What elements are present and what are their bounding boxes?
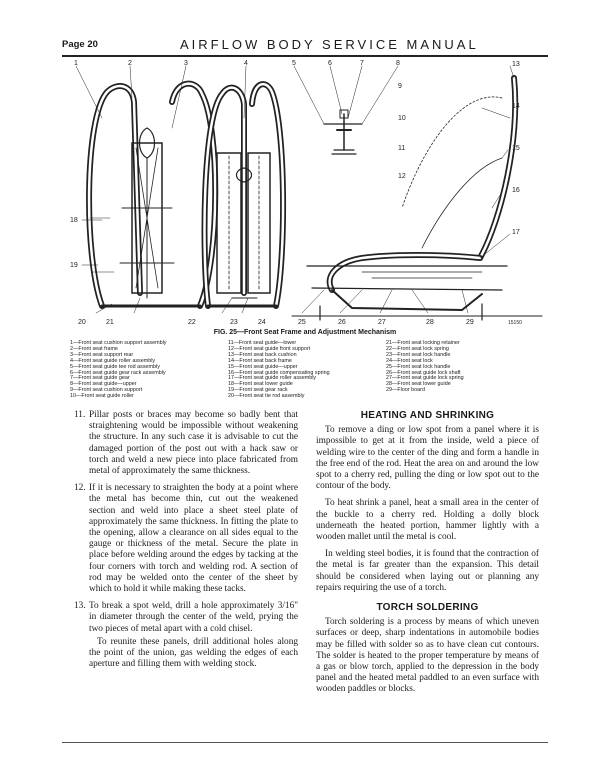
paragraph: To heat shrink a panel, heat a small area in the center of the buckle to a cherry red. Holding a dolly block underneath the heated portion, hammer lightly with a wooden mallet until the metal is cool. [316, 498, 539, 543]
callout-15: 15 [512, 145, 520, 152]
callout-19: 19 [70, 262, 78, 269]
legend-column-2 [228, 341, 330, 400]
callout-24: 24 [258, 319, 266, 326]
item-13 [74, 601, 298, 670]
page-number: Page 20 [62, 39, 98, 50]
side-view-seat-drawing [292, 78, 542, 320]
callout-29: 29 [466, 319, 474, 326]
legend-item: 28—Front seat lower guide [386, 381, 451, 388]
seat-mechanism-figure [62, 58, 548, 328]
item-text-continued: To reunite these panels, drill additional holes along the point of the union, gas welding the edges of each aperture and filling them with welding stock. [89, 636, 298, 670]
item-text: To break a spot weld, drill a hole approximately 3/16" in diameter through the center of the weld, prying the two pieces of metal apart with a cold chisel. [89, 601, 299, 634]
paragraph: In welding steel bodies, it is found that the contraction of the metal is far greater than the expansion. This detail should be considered when laying out or planning any repairs requiring the use of a torch. [316, 549, 539, 593]
callout-14: 14 [512, 103, 520, 110]
legend-column-1 [70, 341, 166, 400]
torch-soldering-heading: TORCH SOLDERING [376, 602, 479, 614]
legend-item: 1—Front seat cushion support assembly [70, 340, 167, 346]
callout-26: 26 [338, 319, 346, 326]
footer-rule [62, 742, 548, 743]
figure-caption: FIG. 25—Front Seat Frame and Adjustment Mechanism [213, 329, 397, 336]
callout-3: 3 [184, 60, 188, 67]
callout-5: 5 [292, 60, 296, 67]
callout-16: 16 [512, 187, 520, 194]
item-text: If it is necessary to straighten the body at a point where the metal has become thin, cut out the weakened section and weld into place a sheet steel plate of approximately the same thickness. In fitting the plate to the opening, allow a clearance on all sides equal to the gauge or thickness of the metal. Secure the plate in place before welding around the edges by tacking at the four corners with torch and welding rod. A section of rod may be welded onto the center of the sheet by which to hold it while making these tacks. [89, 483, 298, 595]
legend-item: 5—Front seat guide tee rod assembly [70, 363, 160, 370]
callout-27: 27 [378, 319, 386, 326]
header-rule [62, 55, 548, 57]
callout-1: 1 [74, 60, 78, 67]
callout-6: 6 [328, 60, 332, 67]
legend-item: 14—Front seat back frame [228, 357, 292, 364]
callout-9: 9 [398, 83, 402, 90]
item-text: Pillar posts or braces may become so badly bent that straightening would be impossible without weakening the structure. In any such case it is advisable to cut the damaged portion of the post out with a hack saw or torch and weld a new piece into place fabricated from metal of approximately the same thickness. [89, 410, 298, 477]
legend-item: 3—Front seat support rear [70, 351, 134, 358]
legend-item: 19—Front seat gear rack [228, 387, 288, 394]
seat-frame-illustration [62, 58, 548, 328]
callout-11: 11 [398, 145, 406, 152]
legend-item: 17—Front seat guide roller assembly [228, 375, 317, 382]
callout-18: 18 [70, 217, 78, 224]
callout-25: 25 [298, 319, 306, 326]
callout-28: 28 [426, 319, 434, 326]
legend-item: 7—Front seat guide gear [70, 375, 130, 382]
item-number: 11. [74, 410, 86, 420]
legend-item: 11—Front seat guide—lower [228, 340, 297, 346]
legend-item: 20—Front seat tie rod assembly [228, 393, 305, 400]
right-text-column [316, 410, 539, 702]
item-11 [74, 410, 298, 477]
legend-item: 18—Front seat lower guide [228, 381, 293, 388]
callout-10: 10 [398, 115, 406, 122]
legend-item: 9—Front seat cushion support [70, 387, 143, 394]
callout-7: 7 [360, 60, 364, 67]
legend-column-3 [386, 341, 464, 394]
callout-20: 20 [78, 319, 86, 326]
callout-23: 23 [230, 319, 238, 326]
item-12 [74, 483, 298, 595]
callout-21: 21 [106, 319, 114, 326]
legend-item: 2—Front seat frame [70, 345, 118, 352]
legend-item: 21—Front seat locking retainer [386, 340, 460, 346]
callout-2: 2 [128, 60, 132, 67]
legend-item: 4—Front seat guide roller assembly [70, 357, 156, 364]
callout-17: 17 [512, 229, 520, 236]
legend-item: 25—Front seat lock handle [386, 363, 451, 370]
running-title: AIRFLOW BODY SERVICE MANUAL [180, 37, 479, 52]
paragraph: Torch soldering is a process by means of which uneven surfaces or deep, sharp indentations in automobile bodies may be filled with solder so as to have clean cut contours. The solder is heated to the proper temperature by means of a gas or blow torch, applied to the depression in the body panel and the heated metal paddled to an even surface with wooden paddles or blocks. [316, 617, 539, 695]
fraction: 3/16" [277, 601, 299, 612]
paragraph: To remove a ding or low spot from a panel where it is impossible to get at it from the inside, weld a piece of welding wire to the center of the ding and form a handle in the free end of the rod. Heat the area on and around the low spot to a cherry red, pulling the ding or low spot out to the contour of the body. [316, 425, 539, 492]
item-number: 12. [74, 483, 86, 494]
figure-code: 15150 [508, 320, 522, 326]
callout-8: 8 [396, 60, 400, 67]
heating-shrinking-heading: HEATING AND SHRINKING [360, 410, 495, 421]
item-number: 13. [74, 601, 86, 612]
figure-legend [70, 341, 540, 403]
callout-22: 22 [188, 319, 196, 326]
legend-item: 29—Floor board [386, 387, 425, 394]
legend-item: 23—Front seat lock handle [386, 351, 451, 358]
callout-4: 4 [244, 60, 248, 67]
legend-item: 16—Front seat guide compensating spring [228, 369, 330, 376]
left-text-column [74, 410, 298, 676]
legend-item: 26—Front seat guide lock shaft [386, 369, 461, 376]
legend-item: 24—Front seat lock [386, 357, 433, 364]
legend-item: 27—Front seat guide lock spring [386, 375, 464, 382]
legend-item: 15—Front seat guide—upper [228, 363, 298, 370]
page-header [62, 38, 548, 54]
legend-item: 12—Front seat guide front support [228, 345, 311, 352]
left-frame-drawing [89, 84, 215, 306]
legend-item: 6—Front seat guide gear rack assembly [70, 369, 166, 376]
legend-item: 10—Front seat guide roller [70, 393, 134, 400]
legend-item: 22—Front seat lock spring [386, 345, 449, 352]
callout-13: 13 [512, 61, 520, 68]
legend-item: 8—Front seat guide—upper [70, 381, 137, 388]
tee-rod-detail-drawing [324, 110, 362, 154]
legend-item: 13—Front seat back cushion [228, 351, 297, 358]
callout-12: 12 [398, 173, 406, 180]
